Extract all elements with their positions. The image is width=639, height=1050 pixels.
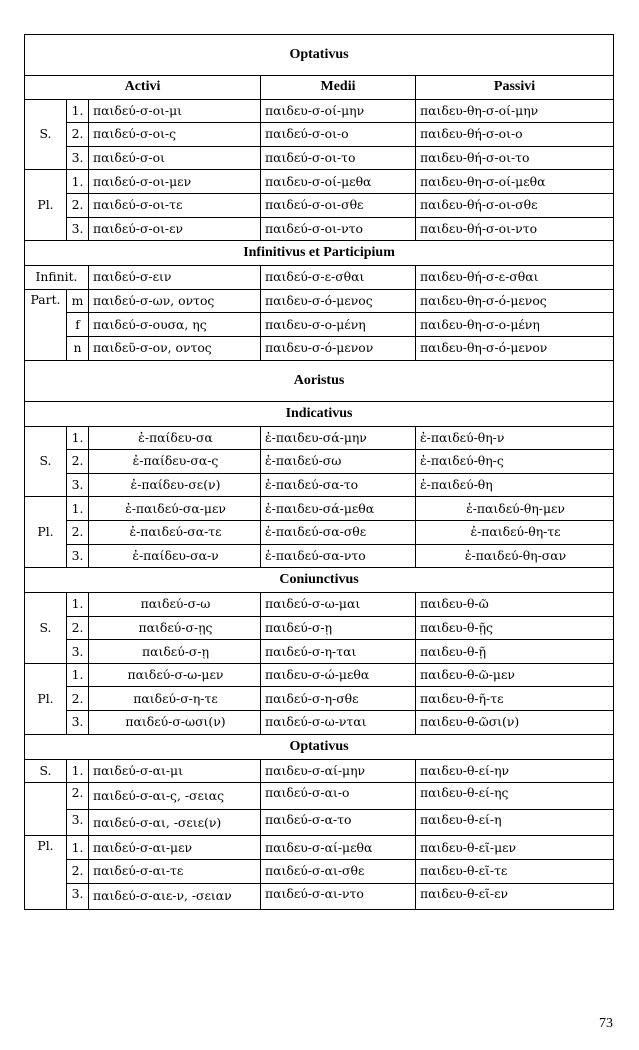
passive-form: παιδευ-θ-ῶσι(ν) [416,711,614,735]
middle-form: παιδεύ-σ-οι-ντο [261,217,416,241]
table-row [25,883,614,910]
middle-form: παιδευ-σ-οί-μην [261,99,416,123]
person-number: 1. [67,759,89,783]
passive-form: ἐ-παιδεύ-θη-σαν [416,544,614,568]
passive-form: ἐ-παιδεύ-θη-μεν [416,497,614,521]
middle-form: παιδεύ-σ-ω-μαι [261,593,416,617]
table-row [25,616,614,640]
table-row [25,146,614,170]
person-number: 1. [67,663,89,687]
table-row [25,759,614,783]
number-label: S. [25,759,67,783]
passive-form: παιδευ-θ-εῖ-τε [416,860,614,884]
column-header-medii: Medii [261,76,416,100]
table-row [25,426,614,450]
passive-form: ἐ-παιδεύ-θη-ν [416,426,614,450]
active-form: παιδεύ-σ-αιε-ν, -σειαν [89,883,261,910]
middle-form: παιδεύ-σ-ω-νται [261,711,416,735]
table-row [25,266,614,290]
passive-form: παιδευ-θ-ῶ-μεν [416,663,614,687]
table-row [25,520,614,544]
active-form: παιδεύ-σ-οι [89,146,261,170]
gender-label: f [67,313,89,337]
person-number: 2. [67,520,89,544]
person-number: 3. [67,217,89,241]
middle-form: παιδεύ-σ-η-σθε [261,687,416,711]
person-number: 1. [67,836,89,860]
active-form: παιδεύ-σ-οι-ς [89,123,261,147]
middle-form: παιδεύ-σ-αι-ο [261,783,416,810]
active-form: ἐ-παιδεύ-σα-τε [89,520,261,544]
person-number: 3. [67,544,89,568]
gender-label: n [67,336,89,360]
table-row [25,497,614,521]
middle-form: παιδευ-σ-αί-μεθα [261,836,416,860]
active-form: ἐ-παίδευ-σα [89,426,261,450]
person-number: 3. [67,146,89,170]
table-row [25,170,614,194]
passive-form: παιδευ-θ-εί-ην [416,759,614,783]
active-form: παιδεύ-σ-η-τε [89,687,261,711]
person-number: 3. [67,473,89,497]
person-number: 2. [67,123,89,147]
active-form: παιδεῦ-σ-ον, οντος [89,336,261,360]
active-form: ἐ-παίδευ-σε(ν) [89,473,261,497]
middle-form: ἐ-παιδεύ-σα-το [261,473,416,497]
middle-form: παιδεύ-σ-οι-ο [261,123,416,147]
table-row [25,99,614,123]
table-row [25,313,614,337]
active-form: παιδεύ-σ-οι-εν [89,217,261,241]
active-form: ἐ-παίδευ-σα-ν [89,544,261,568]
person-number: 2. [67,616,89,640]
number-label: Pl. [25,663,67,734]
section-heading-row [25,401,614,426]
active-form: παιδεύ-σ-ων, οντος [89,289,261,313]
column-header-passivi: Passivi [416,76,614,100]
table-row [25,663,614,687]
active-form: παιδεύ-σ-ωσι(ν) [89,711,261,735]
passive-form: παιδευ-θη-σ-ό-μενον [416,336,614,360]
person-number: 1. [67,170,89,194]
person-number: 3. [67,711,89,735]
table-row [25,687,614,711]
table-row [25,783,614,810]
table-row [25,289,614,313]
person-number: 3. [67,640,89,664]
section-heading-row [25,241,614,266]
person-number: 2. [67,783,89,810]
person-number: 2. [67,193,89,217]
table-row [25,640,614,664]
passive-form: παιδευ-θη-σ-ο-μένη [416,313,614,337]
passive-form: ἐ-παιδεύ-θη [416,473,614,497]
passive-form: παιδευ-θ-εί-η [416,809,614,836]
conjugation-table [24,34,614,910]
passive-form: παιδευ-θή-σ-οι-ντο [416,217,614,241]
person-number: 1. [67,426,89,450]
middle-form: παιδεύ-σ-ῃ [261,616,416,640]
middle-form: παιδεύ-σ-αι-σθε [261,860,416,884]
section-title: Infinitivus et Participium [25,241,614,266]
middle-form: παιδεύ-σ-οι-το [261,146,416,170]
table-row [25,450,614,474]
section-title: Optativus [25,35,614,76]
active-form: παιδεύ-σ-οι-μι [89,99,261,123]
person-number: 1. [67,593,89,617]
passive-form: παιδευ-θ-εῖ-μεν [416,836,614,860]
middle-form: παιδευ-σ-ό-μενον [261,336,416,360]
middle-form: παιδεύ-σ-α-το [261,809,416,836]
active-form: ἐ-παιδεύ-σα-μεν [89,497,261,521]
table-row [25,711,614,735]
table-row [25,473,614,497]
active-form: παιδεύ-σ-οι-μεν [89,170,261,194]
middle-form: παιδεύ-σ-ε-σθαι [261,266,416,290]
section-title: Coniunctivus [25,568,614,593]
table-row [25,860,614,884]
table-row [25,336,614,360]
middle-form: ἐ-παιδευ-σά-μην [261,426,416,450]
person-number: 3. [67,809,89,836]
passive-form: ἐ-παιδεύ-θη-ς [416,450,614,474]
number-label: Pl. [25,497,67,568]
active-form: παιδεύ-σ-ειν [89,266,261,290]
active-form: παιδεύ-σ-αι-μι [89,759,261,783]
table-row [25,217,614,241]
passive-form: παιδευ-θ-ῇ [416,640,614,664]
middle-form: παιδεύ-σ-οι-σθε [261,193,416,217]
section-title: Optativus [25,734,614,759]
page-number: 73 [599,1016,613,1031]
passive-form: παιδευ-θη-σ-οί-μην [416,99,614,123]
passive-form: παιδευ-θή-σ-οι-το [416,146,614,170]
table-row [25,809,614,836]
active-form: ἐ-παίδευ-σα-ς [89,450,261,474]
middle-form: ἐ-παιδεύ-σα-σθε [261,520,416,544]
section-title: Indicativus [25,401,614,426]
active-form: παιδεύ-σ-αι-ς, -σειας [89,783,261,810]
active-form: παιδεύ-σ-ουσα, ης [89,313,261,337]
passive-form: παιδευ-θ-εί-ης [416,783,614,810]
person-number: 1. [67,99,89,123]
table-row [25,193,614,217]
middle-form: ἐ-παιδεύ-σω [261,450,416,474]
passive-form: παιδευ-θ-ῇς [416,616,614,640]
section-title: Aoristus [25,360,614,401]
section-heading-row [25,35,614,76]
number-label: Pl. [25,836,67,910]
number-label: S. [25,99,67,170]
active-form: παιδεύ-σ-ῃ [89,640,261,664]
table-row [25,836,614,860]
person-number: 2. [67,860,89,884]
middle-form: παιδευ-σ-αί-μην [261,759,416,783]
passive-form: παιδευ-θ-ῶ [416,593,614,617]
participle-label: Part. [25,289,67,360]
passive-form: παιδευ-θή-σ-οι-ο [416,123,614,147]
middle-form: παιδευ-σ-ό-μενος [261,289,416,313]
middle-form: παιδευ-σ-ο-μένη [261,313,416,337]
person-number: 2. [67,687,89,711]
passive-form: ἐ-παιδεύ-θη-τε [416,520,614,544]
middle-form: παιδεύ-σ-αι-ντο [261,883,416,910]
passive-form: παιδευ-θή-σ-ε-σθαι [416,266,614,290]
middle-form: ἐ-παιδεύ-σα-ντο [261,544,416,568]
middle-form: ἐ-παιδευ-σά-μεθα [261,497,416,521]
number-label: S. [25,593,67,664]
passive-form: παιδευ-θη-σ-ό-μενος [416,289,614,313]
active-form: παιδεύ-σ-αι-μεν [89,836,261,860]
empty-label-cell [25,783,67,836]
middle-form: παιδευ-σ-ώ-μεθα [261,663,416,687]
table-row [25,544,614,568]
column-header-row [25,76,614,100]
active-form: παιδεύ-σ-οι-τε [89,193,261,217]
gender-label: m [67,289,89,313]
middle-form: παιδευ-σ-οί-μεθα [261,170,416,194]
column-header-activi: Activi [25,76,261,100]
section-heading-row [25,360,614,401]
passive-form: παιδευ-θή-σ-οι-σθε [416,193,614,217]
person-number: 3. [67,883,89,910]
section-heading-row [25,568,614,593]
number-label: Pl. [25,170,67,241]
active-form: παιδεύ-σ-ω-μεν [89,663,261,687]
number-label: S. [25,426,67,497]
middle-form: παιδεύ-σ-η-ται [261,640,416,664]
active-form: παιδεύ-σ-ω [89,593,261,617]
person-number: 2. [67,450,89,474]
person-number: 1. [67,497,89,521]
active-form: παιδεύ-σ-ῃς [89,616,261,640]
passive-form: παιδευ-θ-εῖ-εν [416,883,614,910]
infinitive-label: Infinit. [25,266,89,290]
passive-form: παιδευ-θη-σ-οί-μεθα [416,170,614,194]
table-row [25,593,614,617]
active-form: παιδεύ-σ-αι-τε [89,860,261,884]
active-form: παιδεύ-σ-αι, -σειε(ν) [89,809,261,836]
passive-form: παιδευ-θ-ῆ-τε [416,687,614,711]
table-row [25,123,614,147]
section-heading-row [25,734,614,759]
